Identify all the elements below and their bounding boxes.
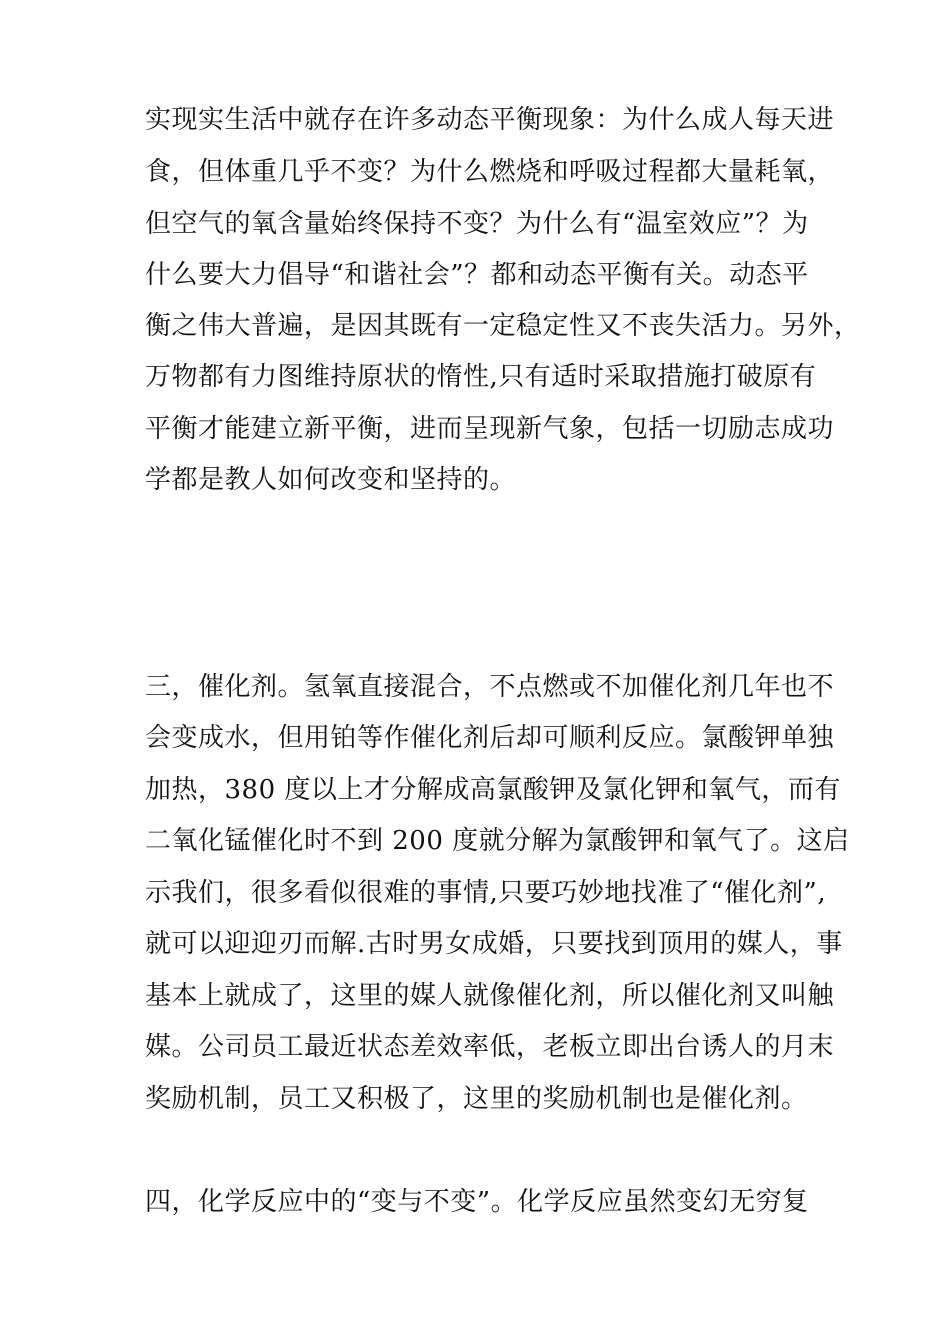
text-line: 基本上就成了，这里的媒人就像催化剂，所以催化剂又叫触 (145, 981, 835, 1011)
text-line: 加热，380 度以上才分解成高氯酸钾及氯化钾和氧气，而有 (145, 775, 841, 805)
text-line: 实现实生活中就存在许多动态平衡现象：为什么成人每天进 (145, 105, 835, 135)
text-line: 什么要大力倡导“和谐社会”？都和动态平衡有关。动态平 (145, 260, 809, 290)
text-line: 二氧化锰催化时不到 200 度就分解为氯酸钾和氧气了。这启 (145, 826, 850, 856)
text-line: 四，化学反应中的“变与不变”。化学反应虽然变幻无穷复 (145, 1187, 809, 1217)
text-line: 媒。公司员工最近状态差效率低，老板立即出台诱人的月末 (145, 1032, 835, 1062)
text-line: 示我们，很多看似很难的事情,只要巧妙地找准了“催化剂”, (145, 878, 827, 908)
text-line: 三，催化剂。氢氧直接混合，不点燃或不加催化剂几年也不 (145, 672, 835, 702)
text-line: 万物都有力图维持原状的惰性,只有适时采取措施打破原有 (145, 362, 817, 392)
text-line: 学都是教人如何改变和坚持的。 (145, 465, 517, 495)
text-line: 食，但体重几乎不变？为什么燃烧和呼吸过程都大量耗氧， (145, 157, 835, 187)
text-line: 就可以迎迎刃而解.古时男女成婚，只要找到顶用的媒人，事 (145, 929, 843, 959)
text-line: 衡之伟大普遍，是因其既有一定稳定性又不丧失活力。另外， (145, 311, 861, 341)
text-line: 但空气的氧含量始终保持不变？为什么有“温室效应”？为 (145, 209, 809, 239)
text-line: 平衡才能建立新平衡，进而呈现新气象，包括一切励志成功 (145, 414, 835, 444)
text-line: 奖励机制，员工又积极了，这里的奖励机制也是催化剂。 (145, 1084, 808, 1114)
text-line: 会变成水，但用铂等作催化剂后却可顺利反应。氯酸钾单独 (145, 723, 835, 753)
